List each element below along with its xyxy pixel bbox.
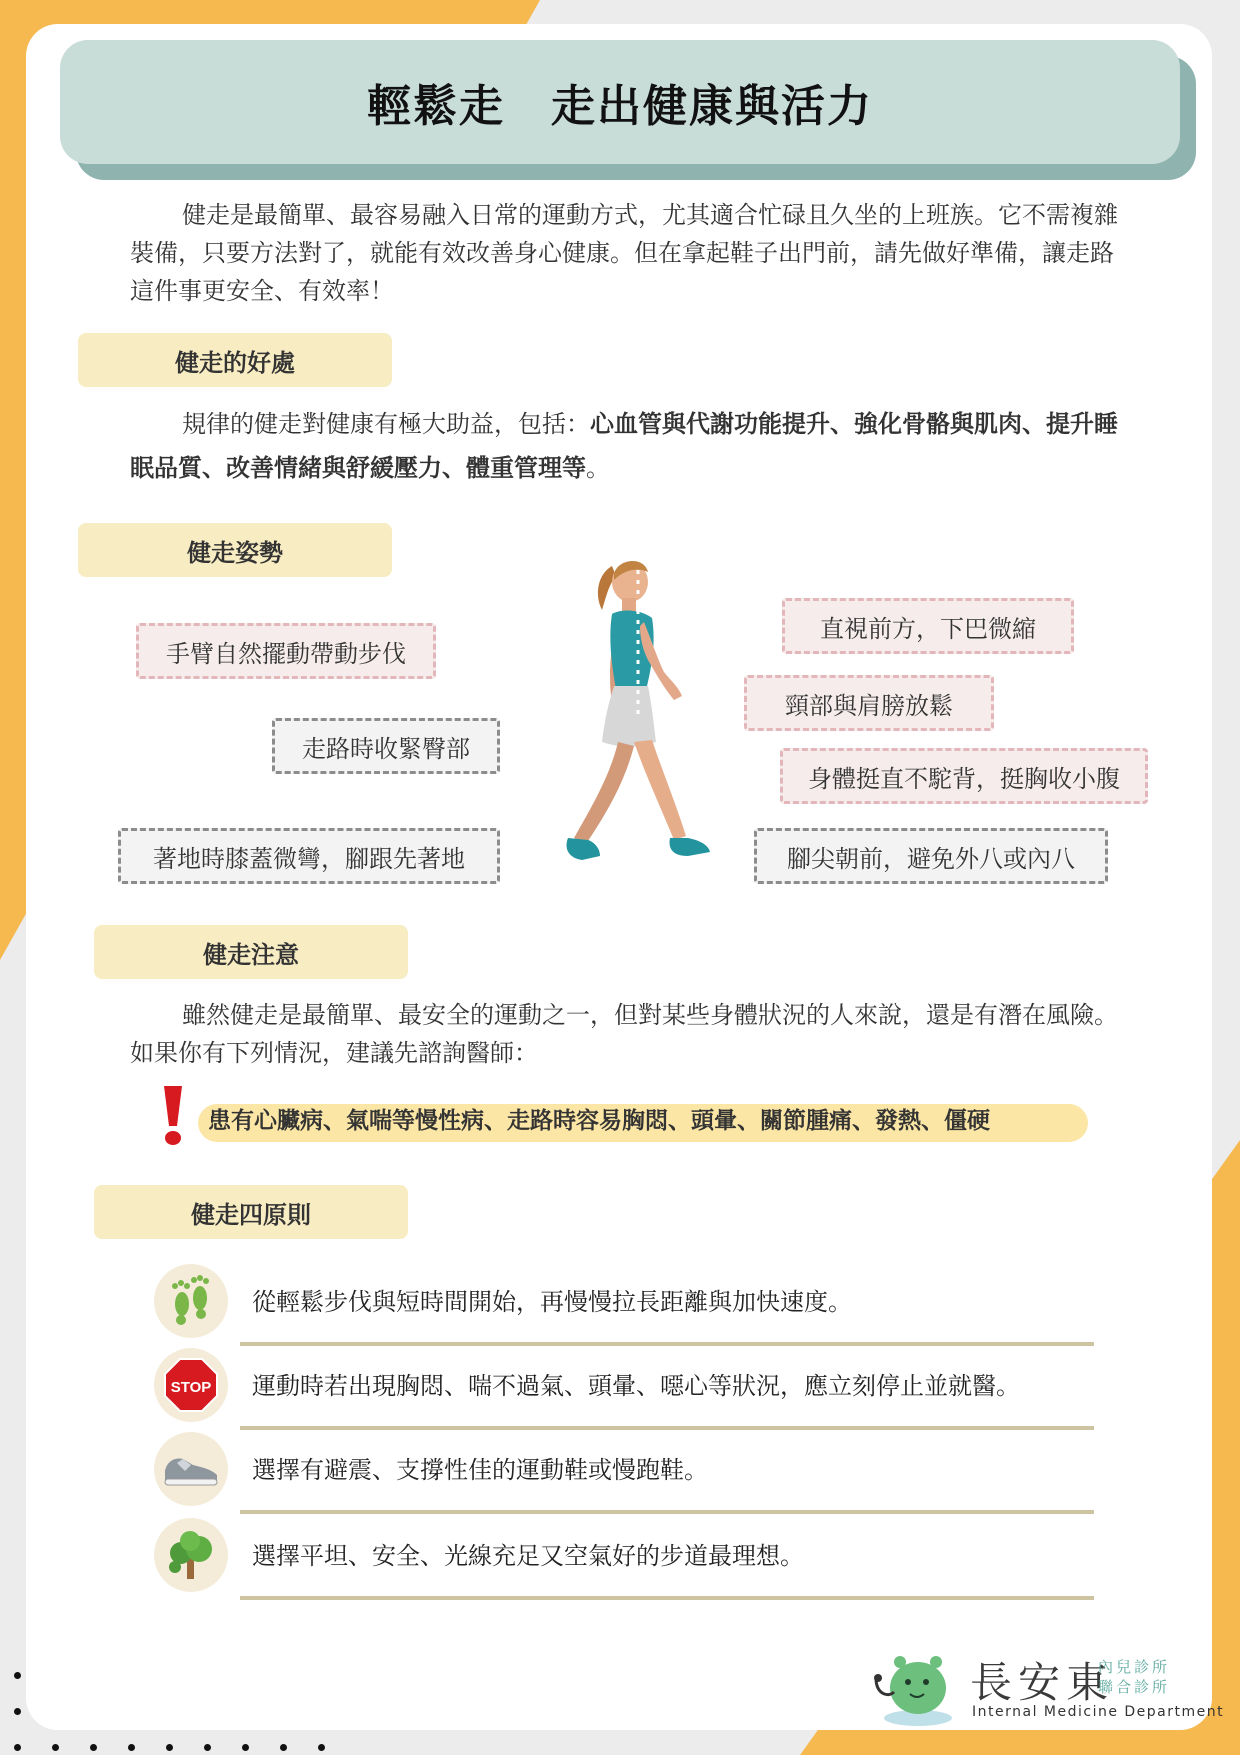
stop-sign-icon — [154, 1348, 228, 1422]
brand-subtitle-2: 聯合診所 — [1098, 1678, 1171, 1696]
benefits-lead: 規律的健走對健康有極大助益，包括： — [182, 410, 590, 438]
divider — [240, 1596, 1094, 1600]
principle-text: 選擇平坦、安全、光線充足又空氣好的步道最理想。 — [252, 1542, 804, 1570]
benefits-end: 。 — [586, 454, 610, 482]
warning-text: 患有心臟病、氣喘等慢性病、走路時容易胸悶、頭暈、關節腫痛、發熱、僵硬 — [208, 1108, 990, 1134]
walking-woman-illustration — [560, 556, 740, 890]
title-banner — [60, 40, 1180, 164]
section-heading-benefits: 健走的好處 — [78, 333, 392, 387]
posture-tag-back: 身體挺直不駝背，挺胸收小腹 — [780, 748, 1148, 804]
decor-dot — [14, 1672, 21, 1679]
section-heading-caution: 健走注意 — [94, 925, 408, 979]
decor-dot — [90, 1744, 97, 1751]
decor-dot — [318, 1744, 325, 1751]
decor-dot — [14, 1744, 21, 1751]
posture-tag-arms: 手臂自然擺動帶動步伐 — [136, 623, 436, 679]
decor-dot — [204, 1744, 211, 1751]
section-heading-posture: 健走姿勢 — [78, 523, 392, 577]
principle-item — [150, 1432, 1094, 1512]
principle-item — [150, 1348, 1094, 1428]
section-heading-principles: 健走四原則 — [94, 1185, 408, 1239]
posture-tag-gaze: 直視前方，下巴微縮 — [782, 598, 1074, 654]
divider — [240, 1342, 1094, 1346]
exclamation-icon — [158, 1084, 188, 1148]
principle-item — [150, 1518, 1094, 1598]
posture-tag-neck: 頸部與肩膀放鬆 — [744, 675, 994, 731]
principle-item — [150, 1264, 1094, 1344]
decor-dot — [52, 1744, 59, 1751]
divider — [240, 1426, 1094, 1430]
decor-dot — [242, 1744, 249, 1751]
brand-english: Internal Medicine Department — [972, 1704, 1225, 1720]
decor-dot — [14, 1708, 21, 1715]
brand-subtitle-1: 內兒診所 — [1098, 1658, 1171, 1676]
stop-label: STOP — [170, 1379, 212, 1396]
posture-tag-knee: 著地時膝蓋微彎，腳跟先著地 — [118, 828, 500, 884]
tree-icon — [154, 1518, 228, 1592]
posture-tag-glutes: 走路時收緊臀部 — [272, 718, 500, 774]
decor-dot — [128, 1744, 135, 1751]
divider — [240, 1510, 1094, 1514]
principle-text: 選擇有避震、支撐性佳的運動鞋或慢跑鞋。 — [252, 1456, 708, 1484]
clinic-mascot-logo — [870, 1648, 962, 1728]
posture-tag-toes: 腳尖朝前，避免外八或內八 — [754, 828, 1108, 884]
decor-dot — [280, 1744, 287, 1751]
page-title: 輕鬆走 走出健康與活力 — [367, 81, 873, 132]
decor-dot — [166, 1744, 173, 1751]
benefits-bold: 心血管與代謝功能提升、強化骨骼與肌肉、提升睡眠品質、改善情緒與舒緩壓力、體重管理等 — [130, 410, 1118, 482]
brand-name: 長安東 — [970, 1658, 1115, 1707]
principle-text: 從輕鬆步伐與短時間開始，再慢慢拉長距離與加快速度。 — [252, 1288, 852, 1316]
benefits-paragraph — [130, 402, 1120, 490]
principle-text: 運動時若出現胸悶、喘不過氣、頭暈、噁心等狀況，應立刻停止並就醫。 — [252, 1372, 1020, 1400]
sneaker-icon — [154, 1432, 228, 1506]
intro-paragraph: 健走是最簡單、最容易融入日常的運動方式，尤其適合忙碌且久坐的上班族。它不需複雜裝備，只要方法對了，就能有效改善身心健康。但在拿起鞋子出門前，請先做好準備，讓走路這件事更安全、有效率！ — [130, 201, 1118, 305]
caution-paragraph: 雖然健走是最簡單、最安全的運動之一，但對某些身體狀況的人來說，還是有潛在風險。如果你有下列情況，建議先諮詢醫師： — [130, 1001, 1118, 1067]
footprints-icon — [154, 1264, 228, 1338]
